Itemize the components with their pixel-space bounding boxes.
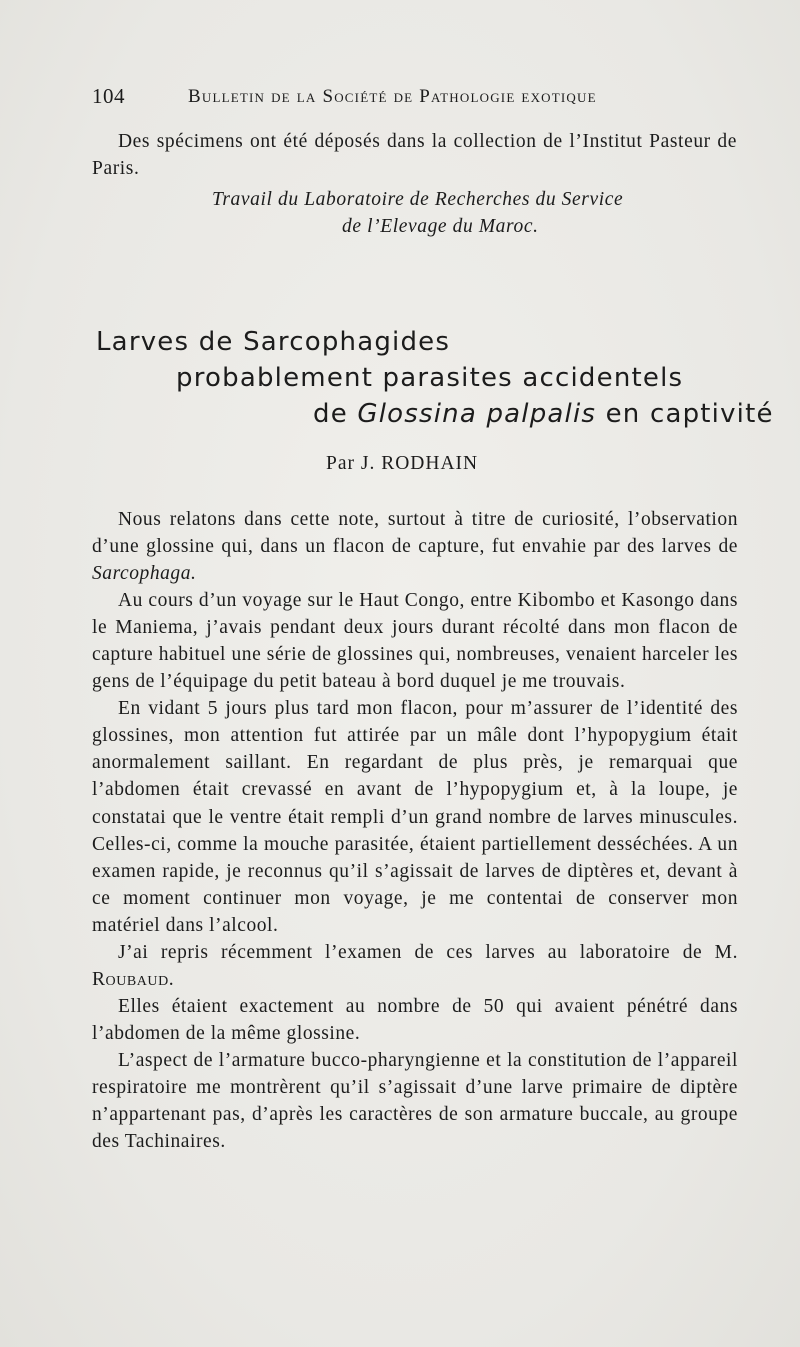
- paragraph-6: L’aspect de l’armature bucco-pharyngienne et la constitution de l’appareil respiratoire me montrèrent qu’il s’agissait d’une larve primaire de diptère n’appartenant pas, d’après les caractères de son armature buccale, au groupe des Tachinaires.: [92, 1049, 738, 1153]
- journal-name: Bulletin de la Société de Pathologie exotique: [188, 86, 597, 107]
- credit-line-1: Travail du Laboratoire de Recherches du Service: [212, 189, 624, 210]
- author-byline: Par J. RODHAIN: [326, 453, 479, 474]
- title-line-3-pre: de: [313, 399, 348, 429]
- paragraph-1-text: Nous relatons dans cette note, surtout à titre de curiosité, l’observation d’une glossine qui, dans un flacon de capture, fut envahie par des larves de: [92, 509, 738, 558]
- title-species: Glossina palpalis: [357, 399, 597, 429]
- running-head: [92, 84, 652, 114]
- article-body: [92, 506, 738, 1155]
- paragraph-3: En vidant 5 jours plus tard mon flacon, pour m’assurer de l’identité des glossines, mon attention fut attirée par un mâle dont l’hypopygium était anormalement saillant. En regardant de plus près, je remarquai que l’abdomen était crevassé en avant de l’hypopygium et, à la loupe, je constatai que le ventre était rempli d’un grand nombre de larves minuscules. Celles-ci, comme la mouche parasitée, étaient partiellement desséchées. A un examen rapide, je reconnus qu’il s’agissait de larves de diptères et, devant à ce moment continuer mon voyage, je me contentai de conserver mon matériel dans l’alcool.: [92, 698, 738, 936]
- paragraph-4-name: Roubaud.: [92, 968, 175, 990]
- paragraph-1-genus: Sarcophaga.: [92, 563, 197, 585]
- title-line-3-post: en captivité: [605, 399, 774, 429]
- page-number: 104: [92, 84, 125, 108]
- paragraph-2: Au cours d’un voyage sur le Haut Congo, entre Kibombo et Kasongo dans le Maniema, j’avais pendant deux jours durant récolté dans mon flacon de capture habituel une série de glossines qui, nombreuses, venaient harceler les gens de l’équipage du petit bateau à bord duquel je me trouvais.: [92, 590, 738, 693]
- credit-line-2: de l’Elevage du Maroc.: [342, 216, 539, 237]
- intro-paragraph: [92, 128, 737, 182]
- paragraph-5: Elles étaient exactement au nombre de 50 qui avaient pénétré dans l’abdomen de la même glossine.: [92, 995, 738, 1044]
- paragraph-1: [92, 506, 738, 587]
- paragraph-4-text: J’ai repris récemment l’examen de ces larves au laboratoire de M.: [118, 941, 738, 963]
- title-line-1: Larves de Sarcophagides: [96, 327, 451, 357]
- title-line-2: probablement parasites accidentels: [176, 363, 684, 393]
- title-line-3: [313, 396, 774, 432]
- intro-text: Des spécimens ont été déposés dans la collection de l’Institut Pasteur de Paris.: [92, 131, 737, 179]
- paragraph-4: [92, 939, 738, 993]
